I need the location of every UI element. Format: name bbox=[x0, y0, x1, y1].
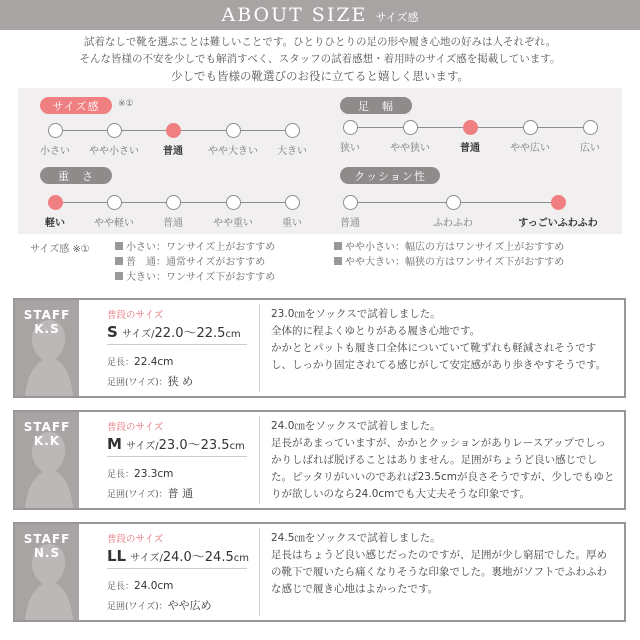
cushion-scale-label: 普通 bbox=[340, 218, 360, 229]
size-scale-dot bbox=[48, 123, 63, 138]
foot-width: 足囲(ワイズ)：狭 め bbox=[107, 375, 194, 388]
cushion-scale-label: すっごいふわふわ bbox=[518, 218, 598, 229]
usual-size-value: M サイズ/23.0〜23.5cm bbox=[107, 435, 245, 453]
size-scale-label: やや小さい bbox=[89, 146, 139, 157]
cushion-scale-dot bbox=[446, 195, 461, 210]
column-divider bbox=[259, 416, 260, 504]
foot-width: 足囲(ワイズ)：やや広め bbox=[107, 599, 212, 612]
size-note-heading: サイズ感 ※① bbox=[30, 244, 90, 255]
weight-scale-label: やや重い bbox=[213, 218, 253, 229]
width-scale-dot bbox=[463, 120, 478, 135]
size-scale-dot bbox=[285, 123, 300, 138]
usual-size-label: 普段のサイズ bbox=[107, 422, 164, 433]
intro-line: 試着なしで靴を選ぶことは難しいことです。ひとりひとりの足の形や履き心地の好みは人それぞれ。 bbox=[83, 36, 557, 48]
width-scale-dot bbox=[343, 120, 358, 135]
foot-length: 足長：24.0cm bbox=[107, 580, 174, 592]
staff-avatar bbox=[15, 300, 79, 396]
comment-line: 足長があまっていますが、かかとクッションがありレースアップでしっ bbox=[271, 437, 606, 449]
intro-text bbox=[0, 34, 640, 85]
cushion-scale-label: ふわふわ bbox=[433, 218, 473, 229]
staff-comment bbox=[271, 418, 621, 503]
usual-size-label: 普段のサイズ bbox=[107, 310, 164, 321]
cushion-scale-dot bbox=[343, 195, 358, 210]
staff-name: STAFF N.S bbox=[23, 532, 71, 560]
usual-size-value: S サイズ/22.0〜22.5cm bbox=[107, 323, 241, 341]
comment-line: な感じで履き心地はよかったです。 bbox=[271, 583, 439, 595]
size-scale-dot bbox=[226, 123, 241, 138]
staff-name: STAFF K.S bbox=[23, 308, 71, 336]
width-scale-tag: 足 幅 bbox=[340, 97, 412, 114]
comment-line: 24.0㎝をソックスで試着しました。 bbox=[271, 420, 441, 432]
comment-line: の靴下で履いたら痛くなりそうな印象でした。裏地がソフトでふわふわ bbox=[271, 566, 607, 578]
width-scale-label: やや広い bbox=[510, 143, 550, 154]
size-divider bbox=[107, 568, 247, 569]
comment-line: 24.5㎝をソックスで試着しました。 bbox=[271, 532, 441, 544]
size-scale-dot bbox=[107, 123, 122, 138]
staff-name: STAFF K.K bbox=[23, 420, 71, 448]
weight-scale-dot bbox=[107, 195, 122, 210]
comment-line: し、しっかり固定されてる感じがして安定感があり歩きやすそうです。 bbox=[271, 359, 607, 371]
size-scale-label: 普通 bbox=[163, 146, 183, 157]
intro-line: そんな皆様の不安を少しでも解消すべく、スタッフの試着感想・着用時のサイズ感を掲載しています。 bbox=[79, 53, 561, 65]
width-scale-dot bbox=[583, 120, 598, 135]
staff-size-info bbox=[79, 524, 257, 620]
weight-scale-label: 軽い bbox=[45, 218, 65, 229]
cushion-scale-tag: クッション性 bbox=[340, 167, 440, 184]
note-row: やや大きい：幅狭の方はワンサイズ下がおすすめ bbox=[334, 255, 564, 270]
width-scale-dot bbox=[523, 120, 538, 135]
page-title: ABOUT SIZE bbox=[221, 4, 368, 26]
staff-comment bbox=[271, 306, 621, 374]
staff-review-card bbox=[13, 410, 626, 510]
width-scale-label: 普通 bbox=[460, 143, 480, 154]
foot-length: 足長：22.4cm bbox=[107, 356, 174, 368]
note-row: 大きい：ワンサイズ下がおすすめ bbox=[115, 270, 275, 285]
column-divider bbox=[259, 304, 260, 392]
size-scale-label: やや大きい bbox=[208, 146, 258, 157]
comment-line: かりしばれば脱げることはありません。足囲がちょうど良い感じでし bbox=[271, 454, 598, 466]
size-notes-right bbox=[334, 240, 564, 270]
weight-scale-label: 普通 bbox=[163, 218, 183, 229]
comment-line: 足長はちょうど良い感じだったのですが、足囲が少し窮屈でした。厚め bbox=[271, 549, 607, 561]
weight-scale-label: 重い bbox=[282, 218, 302, 229]
width-scale-label: 広い bbox=[580, 143, 600, 154]
width-scale-dot bbox=[403, 120, 418, 135]
size-scale-mark: ※① bbox=[118, 99, 134, 109]
comment-line: 23.0㎝をソックスで試着しました。 bbox=[271, 308, 441, 320]
foot-width: 足囲(ワイズ)：普 通 bbox=[107, 487, 194, 500]
width-scale-label: やや狭い bbox=[390, 143, 430, 154]
staff-comment bbox=[271, 530, 621, 598]
staff-size-info bbox=[79, 300, 257, 396]
weight-scale-dot bbox=[48, 195, 63, 210]
weight-scale-dot bbox=[166, 195, 181, 210]
note-row: 小さい：ワンサイズ上がおすすめ bbox=[115, 240, 275, 255]
intro-line: 少しでも皆様の靴選びのお役に立てると嬉しく思います。 bbox=[170, 69, 470, 83]
size-divider bbox=[107, 456, 247, 457]
comment-line: かかととパットも履き口全体についていて靴ずれも軽減されそうです bbox=[271, 342, 597, 354]
size-divider bbox=[107, 344, 247, 345]
page-subtitle: サイズ感 bbox=[375, 10, 419, 24]
usual-size-label: 普段のサイズ bbox=[107, 534, 164, 545]
size-scale-dot bbox=[166, 123, 181, 138]
column-divider bbox=[259, 528, 260, 616]
staff-size-info bbox=[79, 412, 257, 508]
weight-scale-dot bbox=[285, 195, 300, 210]
size-scale-label: 大きい bbox=[277, 146, 307, 157]
width-scale-label: 狭い bbox=[340, 143, 360, 154]
staff-avatar bbox=[15, 412, 79, 508]
staff-review-card bbox=[13, 522, 626, 622]
weight-scale-tag: 重 さ bbox=[40, 167, 112, 184]
staff-avatar bbox=[15, 524, 79, 620]
usual-size-value: LL サイズ/24.0〜24.5cm bbox=[107, 547, 249, 565]
weight-scale-dot bbox=[226, 195, 241, 210]
comment-line: た。ピッタリがいいのであれば23.5cmが良さそうですが、少しでもゆと bbox=[271, 471, 615, 483]
weight-scale-label: やや軽い bbox=[94, 218, 134, 229]
cushion-scale-dot bbox=[551, 195, 566, 210]
size-notes-left bbox=[115, 240, 275, 285]
foot-length: 足長：23.3cm bbox=[107, 468, 174, 480]
size-scale-tag: サイズ感 bbox=[40, 97, 112, 114]
staff-review-card bbox=[13, 298, 626, 398]
note-row: 普 通：通常サイズがおすすめ bbox=[115, 255, 275, 270]
comment-line: りが欲しいのなら24.0cmでも大丈夫そうな印象です。 bbox=[271, 488, 531, 500]
comment-line: 全体的に程よくゆとりがある履き心地です。 bbox=[271, 325, 481, 337]
note-row: やや小さい：幅広の方はワンサイズ上がおすすめ bbox=[334, 240, 564, 255]
title-bar bbox=[0, 0, 640, 30]
size-scale-label: 小さい bbox=[40, 146, 70, 157]
